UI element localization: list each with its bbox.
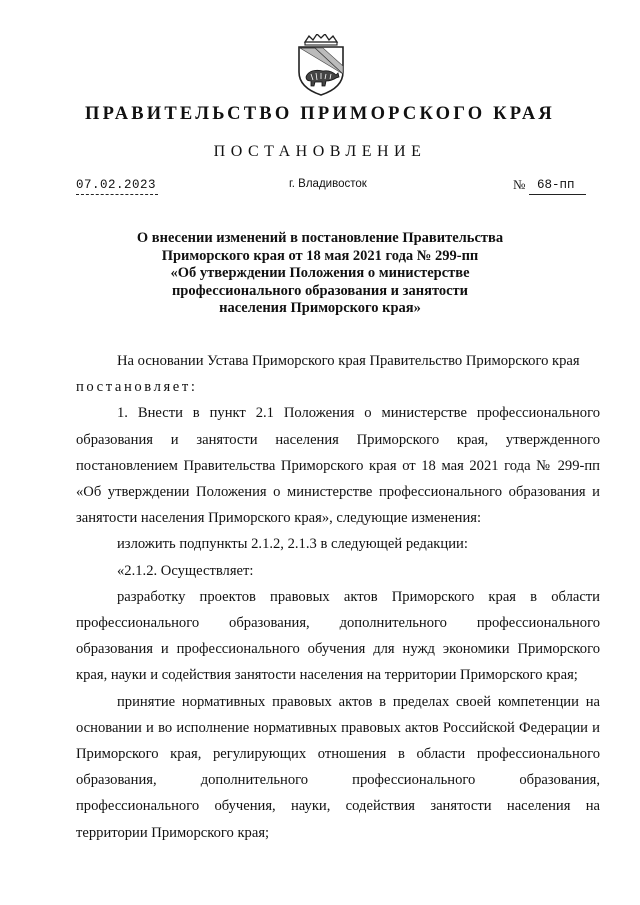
date-underline: [76, 194, 158, 195]
preamble-paragraph: На основании Устава Приморского края Правительство Приморского края: [117, 353, 580, 369]
document-city: г. Владивосток: [289, 178, 367, 190]
number-sign: №: [513, 177, 526, 192]
number-underline: [529, 194, 586, 195]
clause-paragraph: разработку проектов правовых актов Приморского края в области профессионального образования, дополнительного профессионального образования и профессионального обучения для нужд экономики Приморского края, науки и содействия занятости населения на территории Приморского края;: [76, 588, 600, 684]
subject-line: профессионального образования и занятости: [171, 282, 469, 299]
clause-heading: «2.1.2. Осуществляет:: [117, 562, 254, 579]
decree-word: постановляет:: [76, 379, 198, 396]
subject-line: «Об утверждении Положения о министерстве: [170, 265, 470, 281]
document-date: 07.02.2023: [76, 178, 157, 192]
document-type: ПОСТАНОВЛЕНИЕ: [213, 143, 427, 160]
document-subject: [100, 230, 540, 318]
instruction-paragraph: изложить подпункты 2.1.2, 2.1.3 в следующей редакции:: [117, 536, 468, 553]
clause-paragraph: принятие нормативных правовых актов в пределах своей компетенции на основании и во исполнение нормативных правовых актов Российской Федерации и Приморского края, регулирующих отношения в области профессионального образования, дополнительного профессионального образования, профессионального обучения, науки, содействия занятости населения на территории Приморского края;: [76, 693, 600, 841]
item-1-paragraph: 1. Внести в пункт 2.1 Положения о министерстве профессионального образования и занятости населения Приморского края, утвержденного постановлением Правительства Приморского края от 18 мая 2021 года № 299-пп «Об утверждении Положения о министерстве профессионального образования и занятости населения Приморского края», следующие изменения:: [76, 405, 600, 527]
subject-line: Приморского края от 18 мая 2021 года № 299-пп: [161, 247, 479, 264]
subject-line: О внесении изменений в постановление Правительства: [136, 230, 504, 246]
government-title: ПРАВИТЕЛЬСТВО ПРИМОРСКОГО КРАЯ: [84, 104, 555, 124]
document-number: 68-пп: [537, 178, 575, 192]
primorsky-krai-coat-of-arms-icon: [293, 34, 349, 96]
document-body: [76, 348, 600, 846]
subject-line: населения Приморского края»: [219, 300, 421, 316]
document-meta: [76, 178, 586, 198]
